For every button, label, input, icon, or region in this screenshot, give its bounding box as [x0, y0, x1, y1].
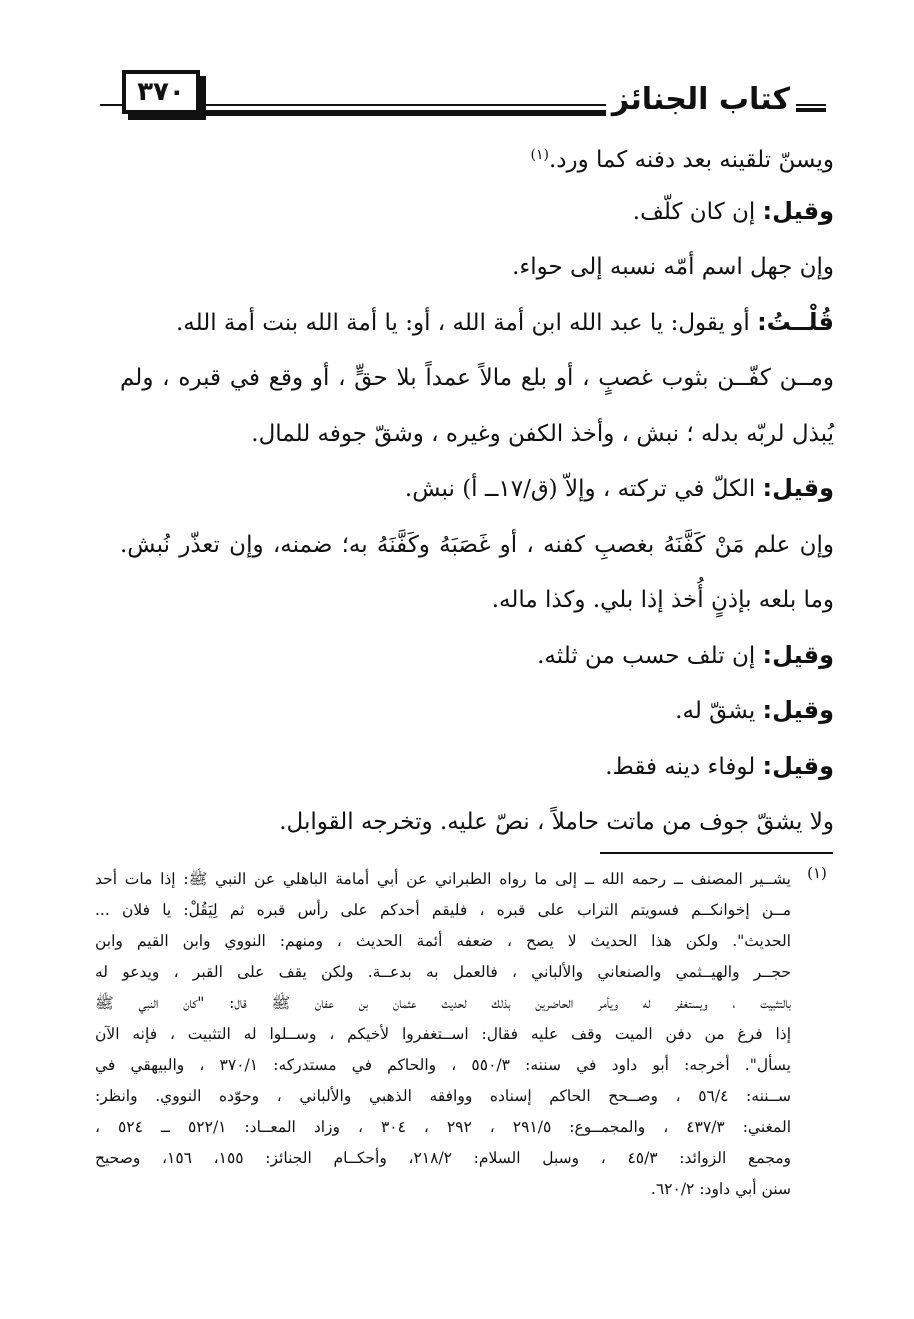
footnote-line: بالتثبيت ، ويستغفر له ويأمر الحاضرين بذلك لحديث عثمان بن عفان ﷺ قال: "كان النبي ﷺ: [95, 994, 791, 1012]
text-line: وقيل: الكلّ في تركته ، وإلاّ (ق/١٧ــ أ) نبش.: [404, 474, 834, 502]
text-line: وإن جهل اسم أمّه نسبه إلى حواء.: [512, 254, 834, 280]
chapter-title: كتاب الجنائز: [606, 82, 796, 117]
main-text: [120, 128, 834, 850]
footnote-line: يسأل". أخرجه: أبو داود في سننه: ٥٥٠/٣ ، والحاكم في مستدركه: ٣٧٠/١ ، والبيهقي في: [95, 1056, 791, 1074]
text-line: وقيل: إن كان كلّف.: [632, 196, 834, 225]
footnote-line: حجــر والهيــثمي والصنعاني والألباني ، فالعمل به بدعــة. ولكن يقف على القبر ، ويدعو له: [95, 963, 791, 981]
footnote-line: مــن إخوانكــم فسويتم التراب على قبره ، فليقم أحدكم على رأس قبره ثم لِيَقُلْ: يا فلان ...: [95, 901, 791, 919]
footnote-line: الحديث". ولكن هذا الحديث لا يصح ، ضعفه أئمة الحديث ، ومنهم: النووي وابن القيم وابن: [95, 932, 791, 950]
footnote-line: ومجمع الزوائد: ٤٥/٣ ، وسبل السلام: ٢١٨/٢، وأحكــام الجنائز: ١٥٥، ١٥٦، وصحيح: [95, 1149, 791, 1167]
footnote-line: يشــير المصنف ــ رحمه الله ــ إلى ما رواه الطبراني عن أبي أمامة الباهلي عن النبي ﷺ: إذا مات أحد: [95, 870, 791, 888]
text-line: وما بلعه بإذنٍ أُخذ إذا بلي. وكذا ماله.: [491, 587, 834, 613]
footnote-line: المغني: ٤٣٧/٣ ، والمجمــوع: ٢٩١/٥ ، ٢٩٢ ، ٣٠٤ ، وزاد المعــاد: ٥٢٢/١ ــ ٥٢٤ ،: [95, 1118, 791, 1136]
header-dash: [796, 108, 826, 112]
footnote-line: ســننه: ٥٦/٤ ، وصــحح الحاكم إسناده ووافقه الذهبي والألباني ، وحوّده النووي. وانظر:: [95, 1087, 791, 1105]
page-number: ٣٧٠: [122, 70, 200, 114]
text-line: وإن علم مَنْ كَفَّنَهُ بغصبِ كفنه ، أو غَصَبَهُ وكَفَّنَهُ به؛ ضمنه، وإن تعذّر نُبش.: [120, 531, 834, 558]
text-line: وقيل: يشقّ له.: [675, 696, 834, 724]
text-line: يُبذل لربّه بدله ؛ نبش ، وأخذ الكفن وغيره ، وشقّ جوفه للمال.: [251, 420, 834, 447]
footnote-separator: [600, 852, 833, 854]
page-header: [100, 68, 826, 120]
footnote-line: سنن أبي داود: ٦٢٠/٢.: [650, 1180, 791, 1198]
text-line: وقيل: إن تلف حسب من ثلثه.: [537, 640, 834, 669]
text-line: ولا يشقّ جوف من ماتت حاملاً ، نصّ عليه. وتخرجه القوابل.: [279, 809, 834, 835]
text-line: وقيل: لوفاء دينه فقط.: [605, 751, 834, 780]
footnote: [95, 864, 791, 1205]
footnote-marker: (١): [807, 864, 827, 882]
footnote-ref: (١): [530, 147, 549, 163]
text-line: ومــن كفّــن بثوب غصبٍ ، أو بلع مالاً عمداً بلا حقٍّ ، أو وقع في قبره ، ولم: [120, 365, 834, 391]
text-line: ويسنّ تلقينه بعد دفنه كما ورد.$^{(١)}$: [530, 147, 834, 173]
text-line: قُلْــتُ: أو يقول: يا عبد الله ابن أمة الله ، أو: يا أمة الله بنت أمة الله.: [175, 307, 834, 336]
footnote-line: إذا فرغ من دفن الميت وقف عليه فقال: اســتغفروا لأخيكم ، وســلوا له التثبيت ، فإنه الآن: [95, 1025, 791, 1043]
